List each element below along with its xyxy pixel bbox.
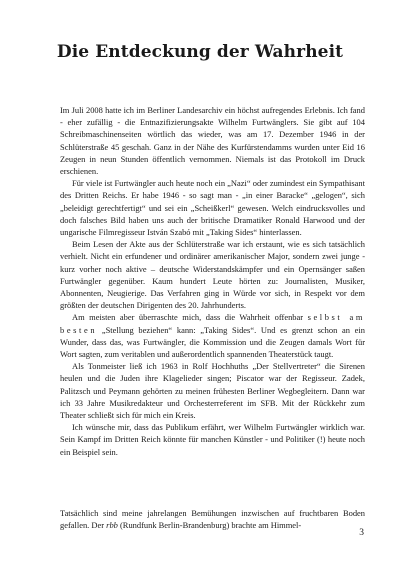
paragraph-6: Ich wünsche mir, dass das Publikum erfährt, wer Wilhelm Furtwängler wirklich war. Sein Kampf im Dritten Reich könnte für manchen Künstler - und Politiker (!) heute noch ein Beispiel sein. — [60, 422, 365, 457]
spaced-emphasis: selbst am besten — [60, 312, 365, 335]
paragraph-4-end: „Stellung beziehen“ kann: „Taking Sides“. Und es grenzt schon an ein Wunder, dass das, was Furtwängler, die Kommission und die Zeugen damals Wort für Wort sagten, zum veritablen und außerordentlich spannenden Theaterstück taugt. — [60, 324, 365, 360]
paragraph-4-start: Am meisten aber überraschte mich, dass die Wahrheit offenbar — [72, 312, 308, 323]
paragraph-4 — [60, 311, 365, 360]
paragraph-2: Für viele ist Furtwängler auch heute noch ein „Nazi“ oder zumindest ein Sympathisant des Dritten Reichs. Er habe 1946 - so sagt man - „in einer Baracke“ „gelogen“, sich „beleidigt gerechtfertigt“ und sei ein „Scheißkerl“ gewesen. Welch eindrucksvolles und doch falsches Bild haben uns auch der britische Dramatiker Ronald Harwood und der ungarische Filmregisseur István Szabó mit „Taking Sides“ hinterlassen. — [60, 178, 365, 238]
paragraph-7 — [60, 507, 365, 531]
paragraph-7-start: Tatsächlich sind meine jahrelangen Bemühungen inzwischen auf fruchtbaren Boden gefallen. Der — [60, 508, 365, 531]
paragraph-1: Im Juli 2008 hatte ich im Berliner Landesarchiv ein höchst aufregendes Erlebnis. Ich fand - eher zufällig - die Entnazifizierungsakte Wilhelm Furtwänglers. Sie gibt auf 104 Schreibmaschinenseiten wörtlich das wieder, was am 17. Dezember 1946 in der Schlüterstraße 45 geschah. Ganz in der Nähe des Kurfürstendamms wurden unter Eid 16 Zeugen in neun Stunden öffentlich vernommen. Niemals ist das Protokoll im Druck erschienen. — [60, 105, 365, 177]
page-number: 3 — [359, 528, 364, 538]
paragraph-7-end: (Rundfunk Berlin-Brandenburg) brachte am Himmel- — [117, 520, 302, 531]
rbb-abbreviation: rbb — [106, 520, 118, 531]
paragraph-5: Als Tonmeister ließ ich 1963 in Rolf Hochhuths „Der Stellvertreter“ die Sirenen heulen und die Juden ihre Klagelieder singen; Piscator war der Regisseur. Zadek, Palitzsch und Peymann gehörten zu meinen frühesten Berliner Wegbegleitern. Dann war ich 33 Jahre Musikredakteur und Orchesterreferent im SFB. Mit der Rückkehr zum Theater schließt sich für mich ein Kreis. — [60, 361, 365, 421]
page-title: Die Entdeckung der Wahrheit — [56, 42, 344, 62]
main-text-block — [60, 104, 365, 458]
paragraph-3: Beim Lesen der Akte aus der Schlüterstraße war ich erstaunt, wie es sich tatsächlich verhielt. Nicht ein erfundener und ordinärer amerikanischer Major, sondern zwei junge - kurz vorher noch aktive – deutsche Widerstandskämpfer und ein Opernsänger saßen Furtwängler gegenüber. Kaum hundert Leute hörten zu: Journalisten, Musiker, Abonnenten, Neugierige. Das Verfahren ging in Würde vor sich, in Respekt vor dem größten der deutschen Dirigenten des 20. Jahrhunderts. — [60, 239, 365, 311]
closing-text-block — [60, 507, 365, 531]
